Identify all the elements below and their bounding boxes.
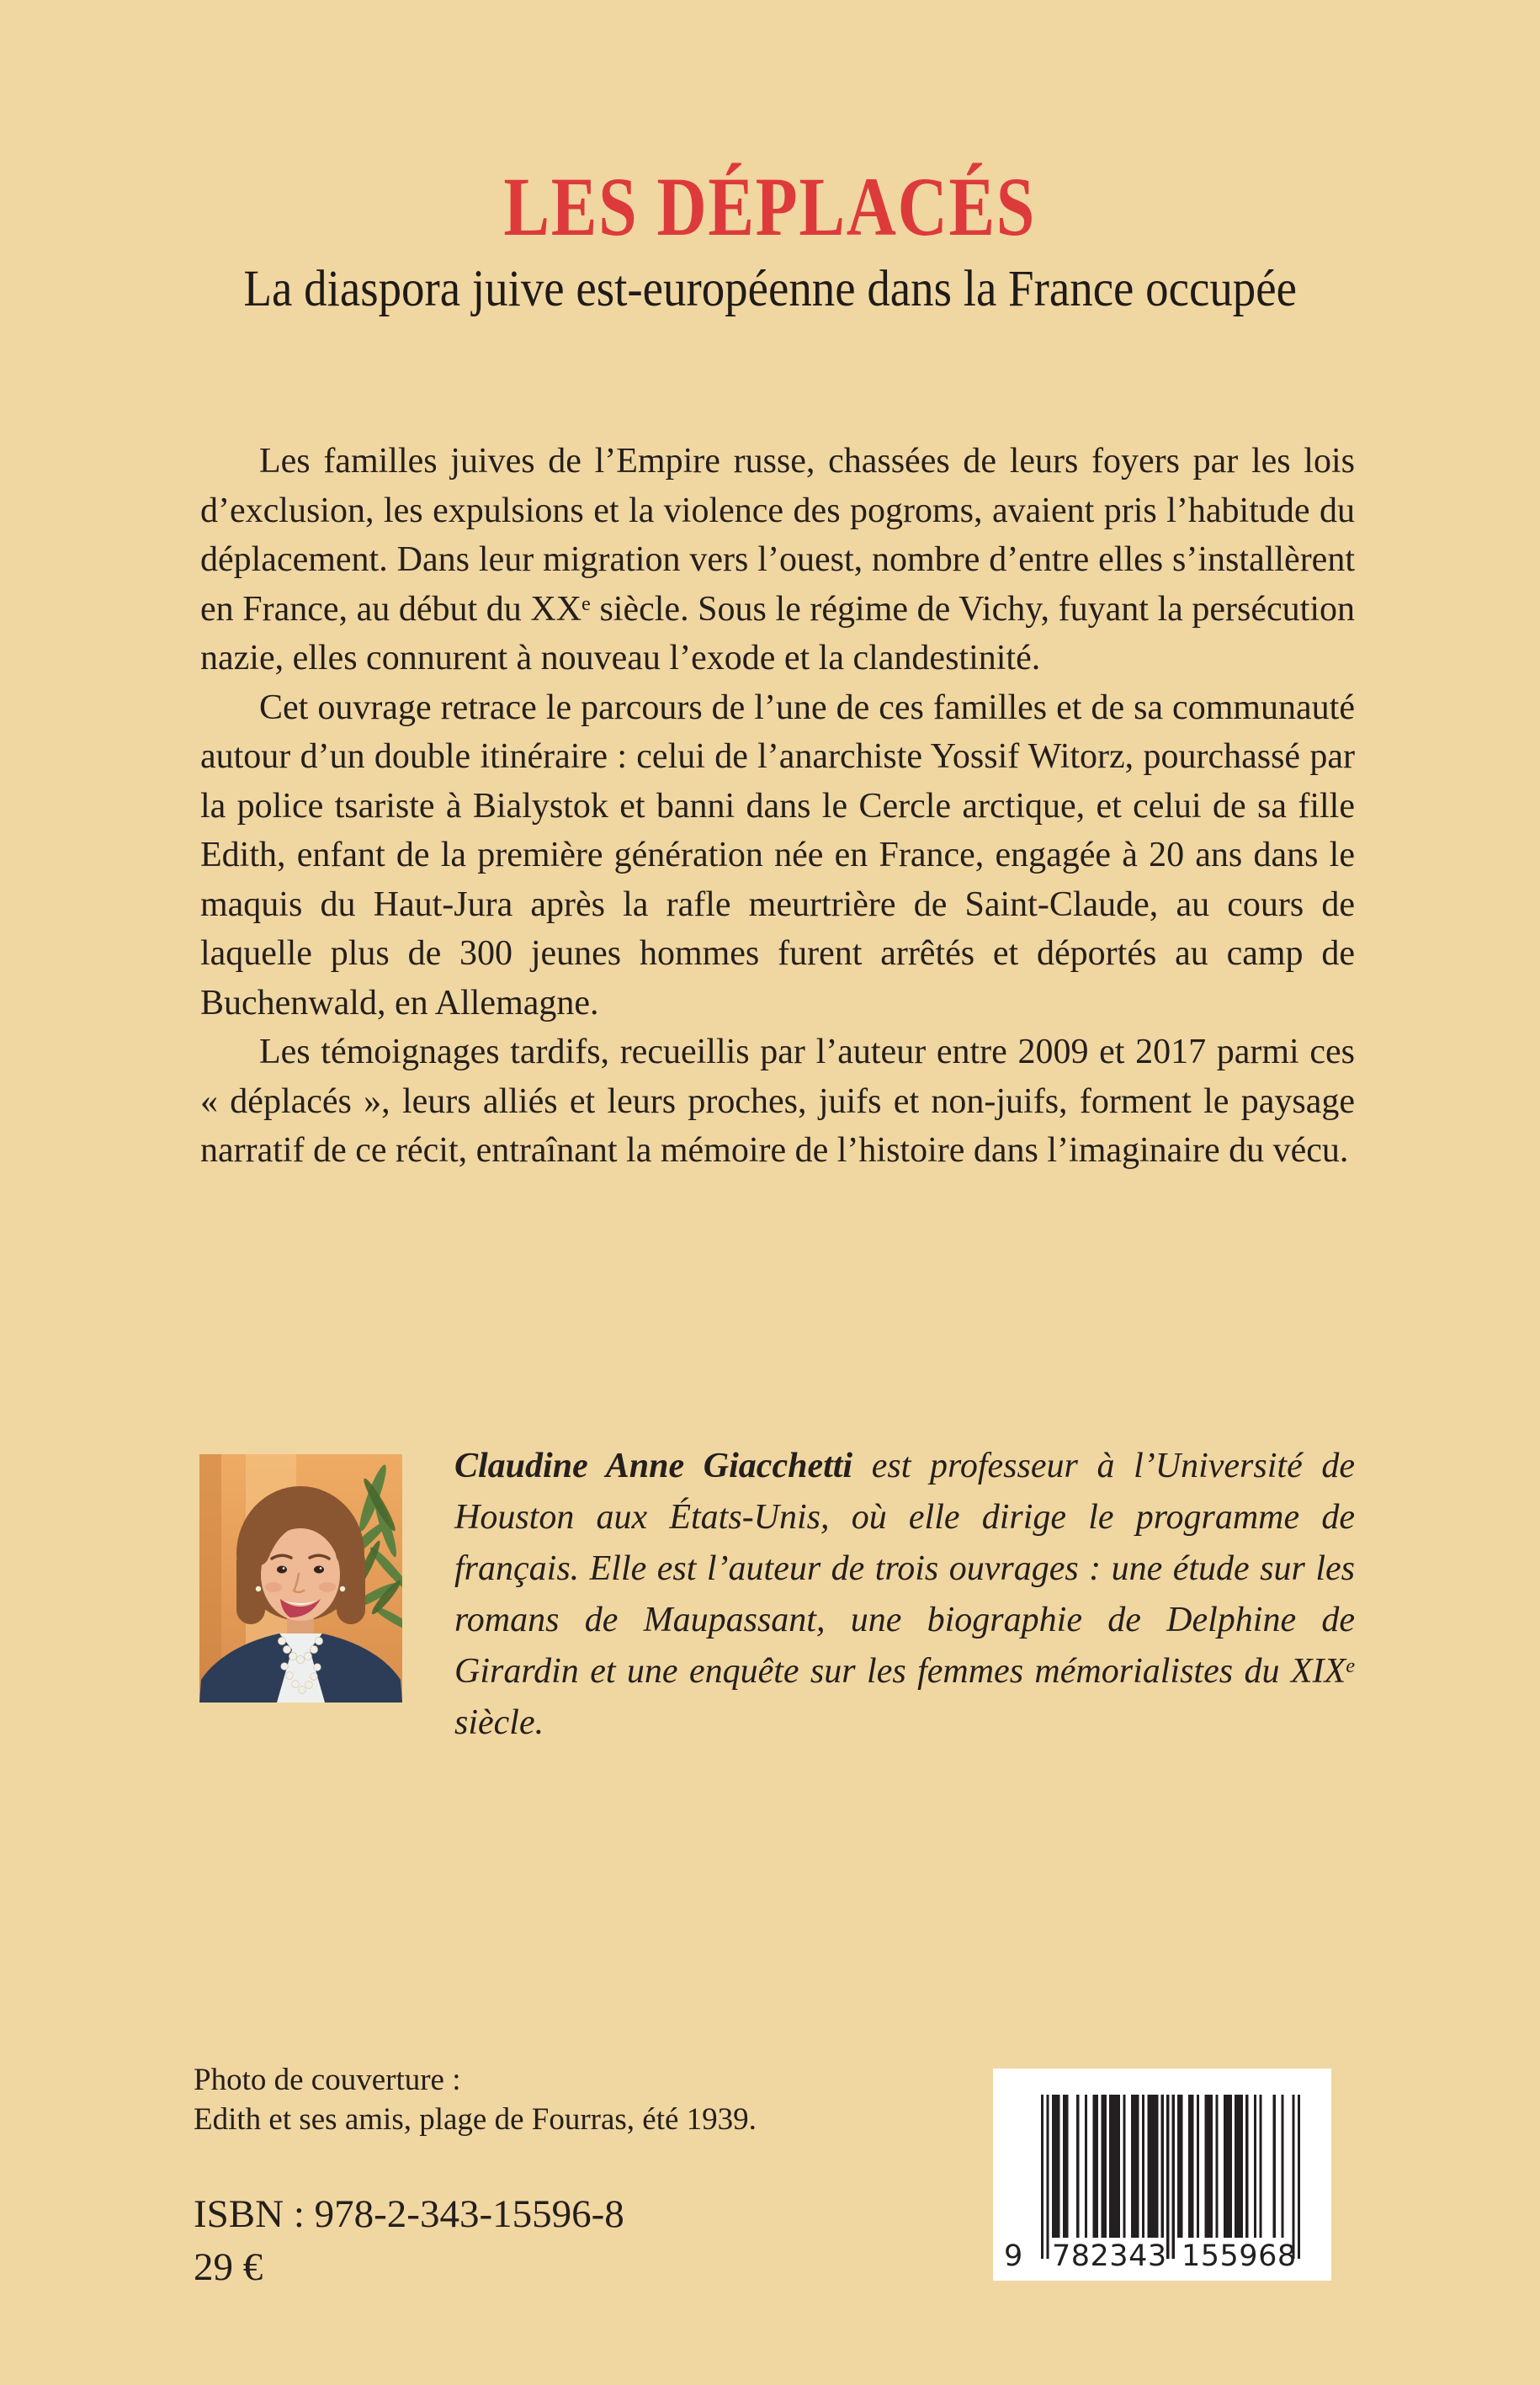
synopsis-block	[200, 437, 1355, 1176]
isbn-block	[194, 2188, 624, 2294]
barcode-digits-right: 155968	[1182, 2239, 1297, 2273]
price: 29 €	[194, 2245, 263, 2289]
barcode-digit-first: 9	[1004, 2239, 1023, 2273]
synopsis-paragraph-2: Cet ouvrage retrace le parcours de l’une de ces familles et de sa communauté autour d’un double itinéraire : celui de l’anarchiste Yossif Witorz, pourchassé par la police tsariste à Bialystok et banni dans le Cercle arctique, et celui de sa fille Edith, enfant de la première génération née en France, engagée à 20 ans dans le maquis du Haut-Jura après la rafle meurtrière de Saint-Claude, au cours de laquelle plus de 300 jeunes hommes furent arrêtés et déportés au camp de Buchenwald, en Allemagne.	[200, 688, 1355, 1023]
book-subtitle	[0, 263, 1540, 316]
author-bio: Claudine Anne Giacchetti est professeur à l’Université de Houston aux États-Unis, où elle dirige le programme de français. Elle est l’auteur de trois ouvrages : une étude sur les romans de Maupassant, une biographie de Delphine de Girardin et une enquête sur les femmes mémorialistes du XIXe siècle.	[454, 1447, 1355, 1742]
credit-line-1: Photo de couverture :	[194, 2063, 461, 2097]
author-name: Claudine Anne Giacchetti	[454, 1447, 853, 1485]
book-title-text: LES DÉPLACÉS	[503, 160, 1037, 253]
book-subtitle-text: La diaspora juive est-européenne dans la France occupée	[243, 261, 1297, 317]
cover-photo-credit	[194, 2060, 757, 2139]
superscript-e: e	[581, 592, 591, 615]
synopsis-paragraph-1: Les familles juives de l’Empire russe, chassées de leurs foyers par les lois d’exclusion, les expulsions et la violence des pogroms, avaient pris l’habitude du déplacement. Dans leur migration vers l’ouest, nombre d’entre elles s’installèrent en France, au début du XXe siècle. Sous le régime de Vichy, fuyant la persécution nazie, elles connurent à nouveau l’exode et la clandestinité.	[200, 442, 1355, 677]
synopsis-paragraph-3: Les témoignages tardifs, recueillis par l’auteur entre 2009 et 2017 parmi ces « déplacés », leurs alliés et leurs proches, juifs et non-juifs, forment le paysage narratif de ce récit, entraînant la mémoire de l’histoire dans l’imaginaire du vécu.	[200, 1033, 1355, 1170]
isbn-number: ISBN : 978-2-343-15596-8	[194, 2192, 624, 2236]
book-title	[0, 160, 1540, 253]
barcode-digits-left: 782343	[1052, 2239, 1167, 2273]
barcode-panel	[993, 2069, 1331, 2281]
author-photo	[199, 1454, 402, 1702]
superscript-e: e	[1346, 1655, 1355, 1678]
credit-line-2: Edith et ses amis, plage de Fourras, été 1939.	[194, 2102, 757, 2137]
